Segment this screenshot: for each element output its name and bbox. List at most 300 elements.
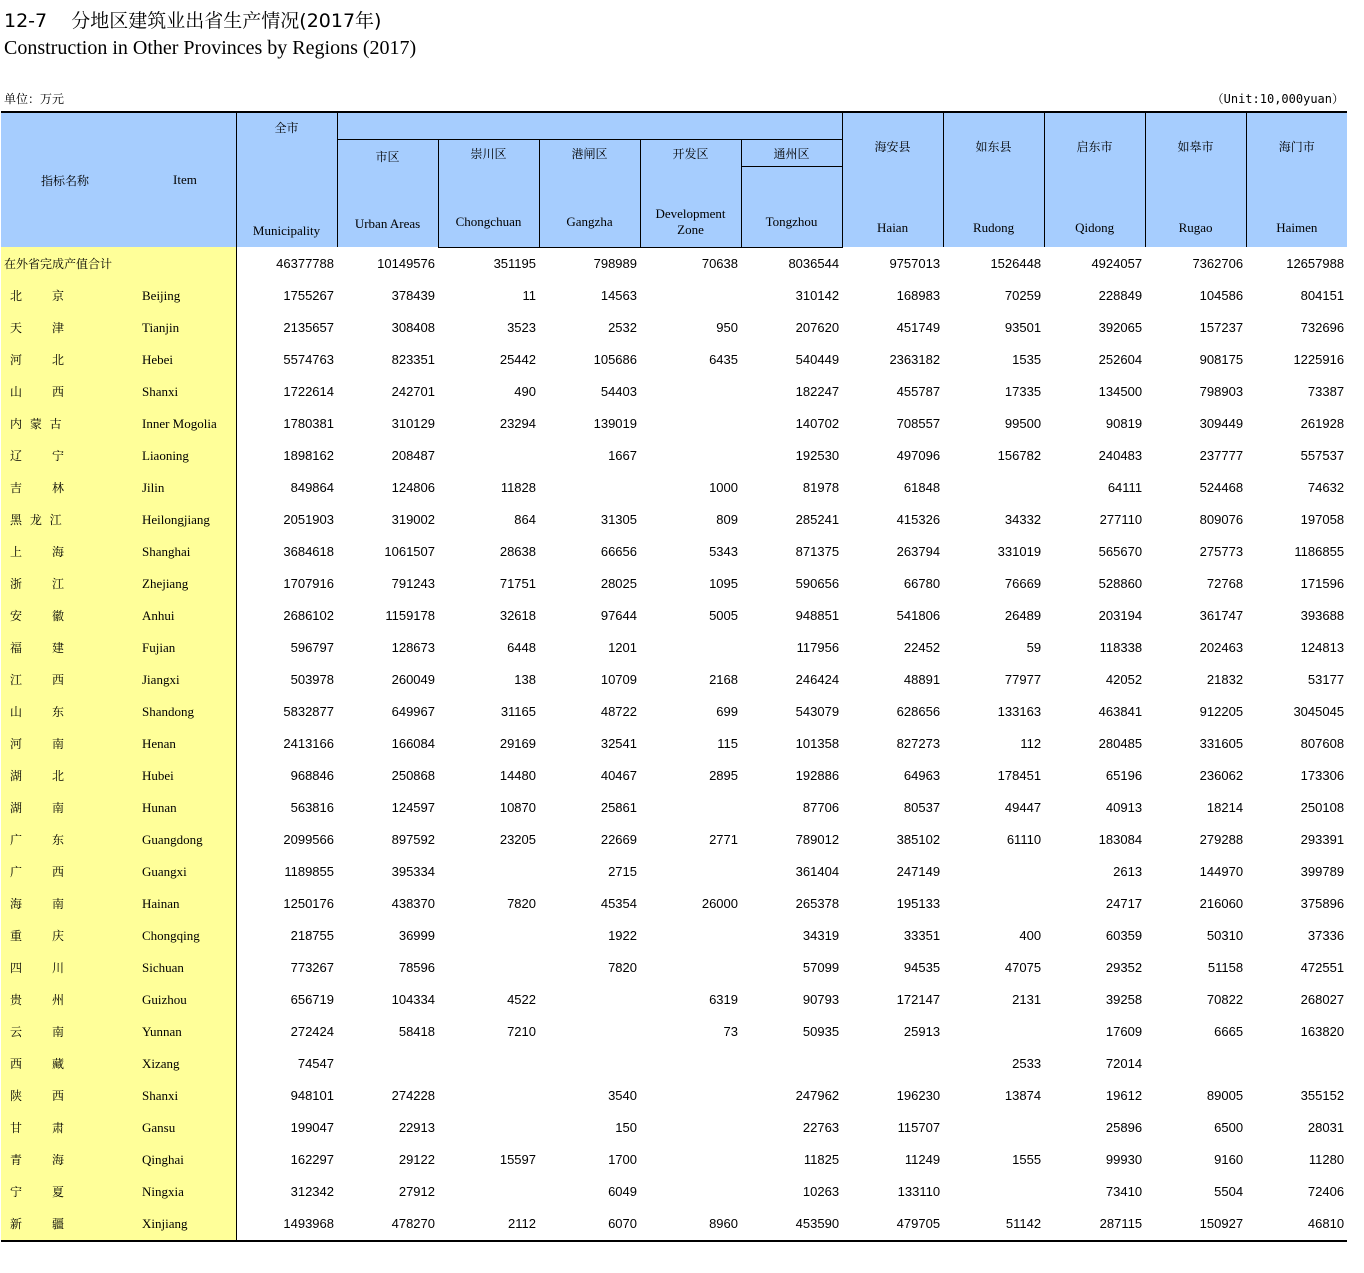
value-cell: 7820: [608, 960, 637, 975]
value-cell: 1722614: [283, 384, 334, 399]
row-item-cell: [1, 472, 236, 504]
value-cell: 53177: [1307, 672, 1345, 687]
header-qidong-en: Qidong: [1075, 220, 1115, 235]
value-cell: 19612: [1105, 1088, 1143, 1103]
value-cell: 59: [1026, 640, 1042, 655]
value-cell: 565670: [1098, 544, 1143, 559]
value-cell: 1555: [1012, 1152, 1042, 1167]
value-cell: 789012: [795, 832, 840, 847]
value-cell: 192886: [795, 768, 840, 783]
value-cell: 415326: [896, 512, 941, 527]
row-name-en: Guizhou: [142, 991, 187, 1007]
value-cell: 25861: [600, 800, 637, 815]
value-cell: [539, 472, 640, 504]
row-name-zh: 重 庆: [10, 929, 67, 943]
value-cell: 4522: [507, 992, 536, 1007]
value-cell: 73410: [1105, 1184, 1143, 1199]
row-item-cell: [1, 536, 236, 568]
value-cell: 104586: [1199, 288, 1244, 303]
value-cell: [539, 1016, 640, 1048]
value-cell: 66656: [600, 544, 637, 559]
value-cell: 10149576: [377, 255, 435, 271]
row-name-zh: 四 川: [10, 961, 67, 975]
table-title-zh: 12-7 分地区建筑业出省生产情况(2017年): [4, 10, 382, 32]
value-cell: 5005: [709, 608, 738, 623]
table-row: [1, 344, 1347, 376]
row-name-zh: 山 东: [10, 705, 67, 719]
row-item-cell: [1, 280, 236, 312]
value-cell: 60359: [1105, 928, 1143, 943]
row-name-zh: 安 徽: [10, 609, 67, 623]
value-cell: 540449: [795, 352, 840, 367]
value-cell: 61110: [1006, 832, 1042, 847]
value-cell: 1095: [709, 576, 738, 591]
value-cell: 26489: [1004, 608, 1042, 623]
value-cell: 81978: [802, 480, 840, 495]
value-cell: 247962: [795, 1088, 840, 1103]
value-cell: 378439: [391, 288, 435, 303]
header-rudong-en: Rudong: [972, 220, 1015, 235]
value-cell: 208487: [391, 448, 435, 463]
table-row: [1, 920, 1347, 952]
value-cell: [1246, 1048, 1347, 1080]
value-cell: 28025: [600, 576, 637, 591]
table-row: [1, 280, 1347, 312]
value-cell: 7210: [507, 1024, 536, 1039]
row-item-cell: [1, 312, 236, 344]
value-cell: 1780381: [283, 416, 334, 431]
row-name-en: Xinjiang: [142, 1215, 188, 1231]
value-cell: 242701: [391, 384, 435, 399]
value-cell: 22452: [903, 640, 941, 655]
value-cell: 331605: [1199, 736, 1244, 751]
value-cell: 33351: [903, 928, 941, 943]
value-cell: [1145, 1048, 1246, 1080]
header-tongzhou-zh: 通州区: [773, 146, 810, 161]
value-cell: 115: [717, 736, 738, 751]
value-cell: 732696: [1300, 320, 1345, 335]
row-name-en: Beijing: [142, 287, 181, 303]
value-cell: 309449: [1199, 416, 1244, 431]
header-gangzha-zh: 港闸区: [571, 146, 608, 161]
value-cell: 331019: [997, 544, 1042, 559]
value-cell: 798903: [1199, 384, 1244, 399]
value-cell: 195133: [896, 896, 941, 911]
value-cell: [640, 856, 741, 888]
value-cell: 157237: [1199, 320, 1244, 335]
value-cell: 823351: [391, 352, 435, 367]
value-cell: 112: [1020, 736, 1042, 751]
row-item-cell: [1, 1016, 236, 1048]
header-urban-zh: 市区: [375, 149, 400, 164]
value-cell: [438, 1080, 539, 1112]
value-cell: 2135657: [283, 320, 334, 335]
row-name-zh: 湖 南: [10, 801, 67, 815]
value-cell: 218755: [290, 928, 334, 943]
value-cell: [943, 856, 1044, 888]
row-item-cell: [1, 376, 236, 408]
table-row: [1, 664, 1347, 696]
table-row: [1, 824, 1347, 856]
value-cell: 90793: [802, 992, 840, 1007]
value-cell: 171596: [1300, 576, 1345, 591]
value-cell: 58418: [398, 1024, 435, 1039]
value-cell: 438370: [391, 896, 435, 911]
value-cell: 1000: [709, 480, 738, 495]
value-cell: 25442: [499, 352, 536, 367]
value-cell: 463841: [1098, 704, 1143, 719]
value-cell: 22763: [802, 1120, 840, 1135]
value-cell: 203194: [1098, 608, 1143, 623]
value-cell: 361404: [795, 864, 840, 879]
row-item-cell: [1, 984, 236, 1016]
header-haimen: [1246, 112, 1347, 247]
row-name-zh: 贵 州: [10, 993, 67, 1007]
value-cell: 34319: [802, 928, 840, 943]
row-name-zh: 在外省完成产值合计: [4, 256, 113, 271]
row-name-en: Ningxia: [142, 1183, 184, 1199]
row-name-zh: 广 西: [10, 865, 67, 879]
row-name-en: Inner Mogolia: [142, 415, 217, 431]
value-cell: 51142: [943, 1208, 1044, 1241]
header-gangzha-en-cell: [539, 167, 640, 248]
value-cell: 478270: [337, 1208, 438, 1241]
value-cell: 563816: [290, 800, 334, 815]
value-cell: 26000: [701, 896, 738, 911]
table-row: [1, 1176, 1347, 1208]
table-row: [1, 792, 1347, 824]
value-cell: 29352: [1105, 960, 1143, 975]
row-name-en: Yunnan: [142, 1023, 182, 1039]
row-name-en: Shanxi: [142, 1087, 179, 1103]
value-cell: 1225916: [1293, 352, 1345, 367]
value-cell: 773267: [290, 960, 334, 975]
value-cell: 14563: [600, 288, 637, 303]
value-cell: 23205: [499, 832, 536, 847]
row-name-en: Guangxi: [142, 863, 187, 879]
row-item-cell: [1, 920, 236, 952]
value-cell: 3523: [507, 320, 536, 335]
value-cell: 280485: [1098, 736, 1143, 751]
value-cell: 80537: [903, 800, 941, 815]
header-haian-en: Haian: [877, 220, 909, 235]
row-item-cell: [1, 247, 236, 280]
value-cell: [337, 1048, 438, 1080]
row-item-cell: [1, 504, 236, 536]
value-cell: 47075: [1004, 960, 1042, 975]
value-cell: 246424: [795, 672, 840, 687]
row-name-zh: 内 蒙 古: [10, 417, 64, 431]
value-cell: 395334: [391, 864, 435, 879]
value-cell: 268027: [1300, 992, 1345, 1007]
value-cell: 250868: [391, 768, 435, 783]
header-devzone-en-cell: [640, 167, 741, 248]
value-cell: 319002: [391, 512, 435, 527]
value-cell: 93501: [1004, 320, 1042, 335]
table-row: [1, 536, 1347, 568]
value-cell: 7820: [507, 896, 536, 911]
value-cell: 182247: [795, 384, 840, 399]
value-cell: 74632: [1307, 480, 1345, 495]
value-cell: 310142: [795, 288, 840, 303]
value-cell: [438, 920, 539, 952]
value-cell: 1250176: [283, 896, 334, 911]
value-cell: 451749: [896, 320, 941, 335]
header-haian: [842, 112, 943, 247]
row-name-zh: 湖 北: [10, 769, 67, 783]
row-name-en: Anhui: [142, 607, 175, 623]
value-cell: 40467: [600, 768, 637, 783]
value-cell: 8036544: [788, 256, 840, 271]
value-cell: 13874: [1004, 1088, 1042, 1103]
value-cell: 65196: [1105, 768, 1143, 783]
value-cell: 48891: [903, 672, 941, 687]
value-cell: 503978: [290, 672, 334, 687]
value-cell: 150927: [1145, 1208, 1246, 1241]
table-body: [1, 247, 1347, 1241]
value-cell: 49447: [1004, 800, 1042, 815]
value-cell: 1526448: [990, 255, 1042, 271]
header-devzone-zh-cell: [640, 140, 741, 167]
row-name-zh: 北 京: [10, 289, 67, 303]
value-cell: 29169: [499, 736, 536, 751]
value-cell: 133163: [997, 704, 1042, 719]
value-cell: 139019: [593, 416, 637, 431]
row-name-zh: 陕 西: [10, 1089, 67, 1103]
header-haimen-en: Haimen: [1276, 220, 1318, 235]
value-cell: 236062: [1199, 768, 1244, 783]
value-cell: 864: [514, 512, 536, 527]
value-cell: 22913: [398, 1120, 435, 1135]
header-rudong: [943, 112, 1044, 247]
value-cell: 1922: [608, 928, 637, 943]
table-header: [1, 112, 1347, 247]
value-cell: 162297: [290, 1152, 334, 1167]
value-cell: 144970: [1199, 864, 1244, 879]
row-name-zh: 甘 肃: [10, 1121, 67, 1135]
value-cell: [640, 408, 741, 440]
value-cell: 5343: [709, 544, 738, 559]
row-item-cell: [1, 952, 236, 984]
value-cell: 163820: [1300, 1024, 1345, 1039]
row-name-en: Fujian: [142, 639, 176, 655]
row-name-en: Chongqing: [142, 927, 200, 943]
value-cell: 1493968: [236, 1208, 337, 1241]
value-cell: [943, 1176, 1044, 1208]
value-cell: 275773: [1199, 544, 1244, 559]
row-name-en: Xizang: [142, 1055, 180, 1071]
value-cell: [640, 792, 741, 824]
header-devzone-en: Development Zone: [655, 205, 726, 237]
value-cell: 6500: [1214, 1120, 1244, 1135]
value-cell: 118338: [1099, 640, 1143, 655]
row-name-zh: 新 疆: [10, 1217, 67, 1231]
value-cell: 1061507: [384, 544, 435, 559]
value-cell: 287115: [1044, 1208, 1145, 1241]
value-cell: 64111: [1107, 480, 1143, 495]
value-cell: 1535: [1012, 352, 1042, 367]
value-cell: 199047: [290, 1120, 334, 1135]
row-name-zh: 广 东: [10, 833, 67, 847]
value-cell: [640, 1176, 741, 1208]
row-name-zh: 江 西: [10, 673, 67, 687]
row-item-cell: [1, 824, 236, 856]
value-cell: 1755267: [283, 288, 334, 303]
row-item-cell: [1, 792, 236, 824]
value-cell: 14480: [499, 768, 536, 783]
header-tongzhou-en-cell: [741, 167, 842, 248]
table-row: [1, 1016, 1347, 1048]
value-cell: [539, 984, 640, 1016]
row-name-en: Sichuan: [142, 959, 184, 975]
value-cell: 10870: [499, 800, 536, 815]
row-item-cell: [1, 696, 236, 728]
value-cell: 70638: [701, 256, 738, 271]
value-cell: 490: [514, 384, 536, 399]
row-item-cell: [1, 408, 236, 440]
value-cell: 72768: [1206, 576, 1244, 591]
data-table-container: [1, 111, 1347, 1242]
value-cell: [438, 1112, 539, 1144]
row-name-en: Hainan: [142, 895, 180, 911]
value-cell: 541806: [896, 608, 941, 623]
value-cell: 8960: [640, 1208, 741, 1241]
value-cell: 6448: [507, 640, 536, 655]
value-cell: 46377788: [276, 255, 334, 271]
table-row: [1, 856, 1347, 888]
unit-label-en: （Unit:10,000yuan）: [1211, 92, 1344, 106]
row-name-zh: 福 建: [10, 641, 67, 655]
value-cell: 2099566: [283, 832, 334, 847]
row-item-cell: [1, 888, 236, 920]
value-cell: 400: [1019, 928, 1042, 943]
value-cell: 4924057: [1091, 255, 1143, 271]
row-item-cell: [1, 1176, 236, 1208]
row-name-en: Guangdong: [142, 831, 203, 847]
value-cell: 31165: [500, 704, 536, 719]
value-cell: 2771: [709, 832, 738, 847]
value-cell: 192530: [795, 448, 840, 463]
table-row: [1, 312, 1347, 344]
value-cell: 10263: [802, 1184, 840, 1199]
value-cell: 36999: [398, 928, 435, 943]
row-name-en: Qinghai: [142, 1151, 184, 1167]
value-cell: 1707916: [283, 576, 334, 591]
value-cell: 71751: [499, 576, 536, 591]
value-cell: 73387: [1307, 384, 1345, 399]
value-cell: 11828: [500, 480, 536, 495]
value-cell: 2051903: [283, 512, 334, 527]
value-cell: 2168: [709, 672, 738, 687]
value-cell: 90819: [1105, 416, 1143, 431]
row-name-en: Liaoning: [142, 447, 189, 463]
header-chongchuan-zh-cell: [438, 140, 539, 167]
value-cell: 355152: [1300, 1088, 1345, 1103]
value-cell: 497096: [896, 448, 941, 463]
value-cell: [539, 1048, 640, 1080]
value-cell: 207620: [795, 320, 840, 335]
value-cell: 11: [522, 288, 536, 303]
value-cell: 3045045: [1293, 704, 1345, 719]
value-cell: 70259: [1004, 288, 1042, 303]
value-cell: 12657988: [1286, 255, 1345, 271]
value-cell: 285241: [795, 512, 840, 527]
value-cell: 50935: [802, 1024, 840, 1039]
row-name-zh: 上 海: [10, 545, 67, 559]
value-cell: [640, 952, 741, 984]
value-cell: [640, 440, 741, 472]
row-name-en: Shandong: [142, 703, 194, 719]
value-cell: 453590: [741, 1208, 842, 1241]
value-cell: 99500: [1004, 416, 1042, 431]
row-name-en: Jiangxi: [142, 671, 180, 687]
value-cell: 950: [716, 320, 738, 335]
header-item-zh: 指标名称: [41, 173, 90, 188]
value-cell: 74547: [297, 1056, 334, 1071]
value-cell: 72014: [1105, 1056, 1143, 1071]
row-item-cell: [1, 568, 236, 600]
value-cell: 150: [615, 1120, 637, 1135]
table-row: [1, 440, 1347, 472]
header-gangzha-zh-cell: [539, 140, 640, 167]
value-cell: 124813: [1300, 640, 1345, 655]
value-cell: 18214: [1206, 800, 1244, 815]
table-row: [1, 504, 1347, 536]
row-name-en: Hebei: [142, 351, 174, 367]
row-name-zh: 黑 龙 江: [10, 513, 64, 527]
header-item: [1, 112, 236, 247]
table-row: [1, 568, 1347, 600]
table-row: [1, 600, 1347, 632]
row-name-en: Hunan: [142, 799, 177, 815]
value-cell: 25896: [1105, 1120, 1143, 1135]
value-cell: 375896: [1300, 896, 1345, 911]
header-urban-en: Urban Areas: [354, 215, 421, 231]
value-cell: 124806: [391, 480, 435, 495]
value-cell: 1201: [608, 640, 637, 655]
value-cell: 6049: [608, 1184, 637, 1199]
value-cell: 183084: [1098, 832, 1143, 847]
value-cell: 312342: [290, 1184, 334, 1199]
table-row: [1, 1080, 1347, 1112]
value-cell: 293391: [1300, 832, 1345, 847]
row-item-cell: [1, 440, 236, 472]
value-cell: 72406: [1307, 1184, 1345, 1199]
row-name-en: Gansu: [142, 1119, 176, 1135]
value-cell: 28638: [499, 544, 536, 559]
value-cell: 94535: [903, 960, 941, 975]
value-cell: 172147: [896, 992, 941, 1007]
value-cell: 385102: [896, 832, 941, 847]
value-cell: 308408: [391, 320, 435, 335]
value-cell: 124597: [391, 800, 435, 815]
row-name-zh: 青 海: [10, 1153, 67, 1167]
row-name-zh: 山 西: [10, 385, 67, 399]
value-cell: 948851: [795, 608, 840, 623]
value-cell: 472551: [1300, 960, 1345, 975]
value-cell: 3540: [608, 1088, 637, 1103]
value-cell: [640, 1112, 741, 1144]
value-cell: 798989: [593, 256, 637, 271]
value-cell: 3684618: [283, 544, 334, 559]
value-cell: 37336: [1307, 928, 1345, 943]
value-cell: 42052: [1105, 672, 1143, 687]
value-cell: 17335: [1004, 384, 1042, 399]
table-row: [1, 1208, 1347, 1241]
value-cell: 128673: [391, 640, 435, 655]
value-cell: 31305: [600, 512, 637, 527]
row-name-zh: 海 南: [10, 897, 67, 911]
